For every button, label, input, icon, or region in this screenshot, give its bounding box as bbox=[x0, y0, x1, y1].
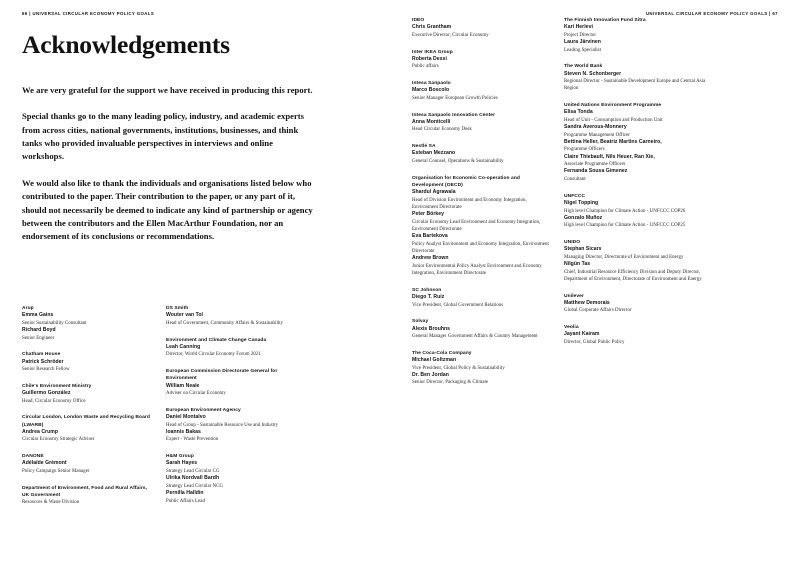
organisation-name: Arup bbox=[22, 306, 34, 311]
contributor-role: Senior Research Fellow bbox=[22, 367, 70, 373]
contributor-role: Public Affairs Lead bbox=[166, 498, 205, 504]
contributor-role: Programme Officers bbox=[564, 147, 605, 153]
contributor-name: Bettina Heller, Beatriz Martins Carneiro, bbox=[564, 138, 662, 145]
organisation-block bbox=[22, 351, 154, 373]
organisation-block bbox=[564, 17, 716, 54]
contributor-name: Ioannis Bakas bbox=[166, 428, 201, 435]
intro-paragraph-2: Special thanks go to the many leading policy, industry, and academic experts from across cities, national governments, institutions, businesses, and think tanks who provided invaluable perspectives in interviews and online workshops. bbox=[22, 111, 305, 162]
contributor-role: Head of Group - Sustainable Resource Use and Industry bbox=[166, 422, 279, 428]
contributor-name: Patrick Schröder bbox=[22, 358, 64, 365]
page-title: Acknowledgements bbox=[22, 30, 230, 59]
organisation-block bbox=[412, 175, 552, 278]
organisation-name: UNIDO bbox=[564, 240, 581, 246]
organisation-name: Intesa Sanpaolo bbox=[412, 81, 451, 87]
contributor-name: Eva Bartekova bbox=[412, 233, 448, 240]
contributor-name: Adélaïde Grémont bbox=[22, 460, 67, 467]
contributor-name: Matthew Demorais bbox=[564, 299, 610, 306]
contributor-name: Anna Monticelli bbox=[412, 118, 451, 125]
organisation-name: Organisation for Economic Co-operation and Development (OECD) bbox=[412, 175, 520, 188]
organisation-name: European Environment Agency bbox=[166, 407, 241, 413]
organisation-block bbox=[412, 287, 552, 309]
organisation-name: Nestlé SA bbox=[412, 144, 436, 150]
contributor-name: Fernanda Sousa Gimenez bbox=[564, 168, 628, 175]
contributor-name: Steven N. Schonberger bbox=[564, 70, 622, 77]
organisation-block bbox=[412, 112, 552, 134]
contributor-role: Project Director bbox=[564, 32, 597, 38]
contributor-name: Richard Boyd bbox=[22, 327, 56, 334]
contributor-role: Circular Economy Strategic Adviser bbox=[22, 437, 95, 443]
contributor-role: Adviser on Circular Economy bbox=[166, 391, 226, 397]
contributor-name: Diego T. Ruiz bbox=[412, 294, 445, 301]
contributor-role: Leading Specialist bbox=[564, 47, 601, 53]
contributor-name: Wouter van Tol bbox=[166, 312, 204, 319]
organisation-name: DANONE bbox=[22, 454, 44, 460]
contributor-role: Expert - Waste Prevention bbox=[166, 437, 219, 443]
contributor-role: Consultant bbox=[564, 177, 586, 182]
contributor-role: General Counsel, Operations & Sustainability bbox=[412, 158, 504, 164]
organisation-block bbox=[564, 239, 716, 283]
contributor-role: Chief, Industrial Resource Efficiency Division and Deputy Director, Department of Environment, Directorate of Environment and Energy bbox=[564, 269, 702, 282]
contributor-role: Senior Sustainability Consultant bbox=[22, 320, 87, 326]
contributor-role: Associate Programme Officers bbox=[564, 162, 626, 168]
organisation-name: Environment and Climate Change Canada bbox=[166, 337, 267, 343]
organisation-block bbox=[22, 414, 154, 443]
contributor-name: Sandra Averous-Monnery bbox=[564, 124, 627, 131]
organisation-name: SC Johnson bbox=[412, 287, 442, 293]
contributor-role: Strategy Lead Circular CG bbox=[166, 468, 220, 474]
contributor-name: Elisa Tonda bbox=[564, 109, 593, 116]
organisation-block bbox=[412, 350, 552, 387]
contributor-role: Head of Division Environment and Economy Integration, Environment Directorate bbox=[412, 197, 527, 210]
contributor-role: Global Corporate Affairs Director bbox=[564, 308, 632, 314]
contributor-name: Pernilla Halldin bbox=[166, 489, 204, 496]
contributor-role: Strategy Lead Circular NCG bbox=[166, 483, 224, 489]
intro-paragraph-1: We are very grateful for the support we have received in producing this report. bbox=[22, 84, 313, 95]
organisation-block bbox=[564, 63, 716, 92]
organisation-block bbox=[412, 318, 552, 340]
contributor-name: Esteban Mezzano bbox=[412, 150, 456, 157]
intro-paragraph-3: We would also like to thank the individuals and organisations listed below who contributed to the paper. Their contribution to the paper, or any part of it, should not necessarily be deemed to indicate any kind of partnership or agency between the contributors and the Ellen MacArthur Foundation, nor an endorsement of its conclusions or recommendations. bbox=[22, 177, 313, 242]
contributor-name: Laura Järvinen bbox=[564, 39, 601, 46]
contributor-role: Vice President, Global Policy & Sustainability bbox=[412, 365, 505, 371]
organisation-block bbox=[166, 407, 306, 444]
contributor-role: Regional Director - Sustainable Development Europe and Central Asia Region bbox=[564, 79, 706, 92]
contributor-role: Programme Management Officer bbox=[564, 132, 630, 138]
contributor-name: Nigel Topping bbox=[564, 200, 599, 206]
contributor-role: Director, Global Public Policy bbox=[564, 339, 625, 345]
contributor-name: Nilgün Tas bbox=[564, 261, 591, 268]
organisation-block bbox=[412, 80, 552, 102]
contributor-name: Claire Thiebault, Nils Heuer, Ran Xie, bbox=[564, 153, 655, 160]
contributor-name: Marco Boscolo bbox=[412, 87, 450, 94]
contributor-role: Public affairs bbox=[412, 64, 439, 70]
contributor-role: Circular Economy Lead Environment and Economy Integration, Environment Directorate bbox=[412, 219, 541, 232]
contributor-name: Ulrika Nordvall Bardh bbox=[166, 475, 220, 482]
organisation-block bbox=[166, 305, 306, 327]
contributor-role: Senior Engineer bbox=[22, 335, 55, 341]
contributor-name: Jayant Kairam bbox=[564, 331, 600, 338]
contributor-name: Andrew Brown bbox=[412, 255, 449, 262]
organisation-name: Chile's Environment Ministry bbox=[22, 383, 92, 389]
contributor-column-2 bbox=[166, 305, 306, 514]
organisation-block bbox=[412, 143, 552, 165]
contributor-name: William Neale bbox=[166, 382, 200, 389]
contributor-name: Leah Canning bbox=[166, 343, 201, 350]
organisation-name: The Finnish Innovation Fund Sitra bbox=[564, 18, 646, 23]
contributor-role: General Manager Government Affairs & Country Management bbox=[412, 334, 538, 340]
organisation-block bbox=[564, 193, 716, 230]
organisation-block bbox=[22, 305, 154, 342]
organisation-name: Inter IKEA Group bbox=[412, 49, 453, 55]
organisation-name: UNFCCC bbox=[564, 193, 586, 199]
contributor-name: Alexis Brouhns bbox=[412, 325, 451, 332]
organisation-block bbox=[412, 17, 552, 39]
contributor-name: Shardul Agrawala bbox=[412, 189, 456, 196]
contributor-role: Vice President, Global Government Relations bbox=[412, 302, 504, 308]
contributor-role: Policy Campaign Senior Manager bbox=[22, 468, 90, 474]
contributor-role: High level Champion for Climate Action - UNFCCC COP25 bbox=[564, 223, 686, 229]
organisation-block bbox=[412, 49, 552, 71]
organisation-block bbox=[22, 383, 154, 405]
contributor-name: Stephan Sicars bbox=[564, 246, 602, 253]
contributor-role: Managing Director, Directorate of Environment and Energy bbox=[564, 254, 684, 260]
organisation-block bbox=[166, 453, 306, 505]
contributor-name: Dr. Ben Jordan bbox=[412, 371, 449, 378]
page-right bbox=[400, 0, 800, 566]
organisation-name: Circular London, London Waste and Recycling Board (LWARB) bbox=[22, 415, 150, 428]
intro-block bbox=[22, 32, 314, 257]
organisation-block bbox=[564, 324, 716, 346]
contributor-name: Daniel Montalvo bbox=[166, 414, 206, 421]
contributor-name: Roberta Dessi bbox=[412, 55, 447, 62]
organisation-block bbox=[22, 453, 154, 475]
organisation-block bbox=[166, 368, 306, 397]
organisation-name: H&M Group bbox=[166, 454, 194, 460]
contributor-role: Head, Circular Economy Office bbox=[22, 398, 86, 404]
contributor-role: Head of Unit - Consumption and Production Unit bbox=[564, 117, 663, 123]
contributor-name: Chris Grantham bbox=[412, 24, 452, 31]
running-head-right: UNIVERSAL CIRCULAR ECONOMY POLICY GOALS | 67 bbox=[645, 11, 778, 16]
organisation-name: IDEO bbox=[412, 18, 425, 23]
organisation-name: Chatham House bbox=[22, 352, 61, 358]
contributor-name: Emma Gains bbox=[22, 312, 54, 319]
running-head-left: 66 | UNIVERSAL CIRCULAR ECONOMY POLICY GOALS bbox=[22, 11, 155, 16]
organisation-block bbox=[564, 293, 716, 315]
organisation-name: DS Smith bbox=[166, 306, 189, 311]
organisation-name: Department of Environment, Food and Rural Affairs, UK Government bbox=[22, 485, 148, 498]
contributor-name: Gonzalo Muñoz bbox=[564, 214, 603, 221]
organisation-name: European Commission Directorate General for Environment bbox=[166, 369, 278, 382]
contributor-role: Head of Government, Community Affairs & Sustainability bbox=[166, 320, 284, 326]
contributor-role: Policy Analyst Environment and Economy Integration, Environment Directorate bbox=[412, 241, 549, 254]
organisation-name: The Coca-Cola Company bbox=[412, 350, 472, 356]
organisation-name: Solvay bbox=[412, 319, 429, 325]
contributor-role: Executive Director, Circular Economy bbox=[412, 32, 489, 38]
contributor-name: Andrea Crump bbox=[22, 428, 58, 435]
contributor-column-1 bbox=[22, 305, 154, 516]
contributor-role: Senior Manager European Growth Policies bbox=[412, 95, 498, 101]
contributor-role: Junior Environmental Policy Analyst Environment and Economy Integration, Environment Directorate bbox=[412, 263, 542, 277]
contributor-role: High level Champion for Climate Action - UNFCCC COP26 bbox=[564, 208, 686, 214]
organisation-block bbox=[166, 337, 306, 359]
contributor-column-3 bbox=[412, 17, 552, 396]
organisation-block bbox=[22, 485, 154, 507]
contributor-role: Head Circular Economy Desk bbox=[412, 127, 472, 133]
organisation-name: United Nations Environment Programme bbox=[564, 103, 662, 109]
organisation-name: The World Bank bbox=[564, 64, 603, 70]
organisation-name: Intesa Sanpaolo Innovation Center bbox=[412, 112, 496, 118]
contributor-name: Peter Börkey bbox=[412, 211, 445, 218]
contributor-role: Resources & Waste Division bbox=[22, 500, 80, 506]
organisation-name: Unilever bbox=[564, 293, 584, 299]
contributor-column-4 bbox=[564, 17, 716, 356]
contributor-name: Michael Goltzman bbox=[412, 357, 457, 364]
contributor-name: Guillermo González bbox=[22, 390, 71, 397]
contributor-role: Director, World Circular Economy Forum 2021 bbox=[166, 352, 261, 358]
contributor-role: Senior Director, Packaging & Climate bbox=[412, 380, 489, 386]
organisation-name: Veolia bbox=[564, 325, 579, 331]
contributor-name: Kari Herlevi bbox=[564, 24, 593, 31]
contributor-name: Sarah Hayes bbox=[166, 460, 198, 467]
organisation-block bbox=[564, 102, 716, 183]
